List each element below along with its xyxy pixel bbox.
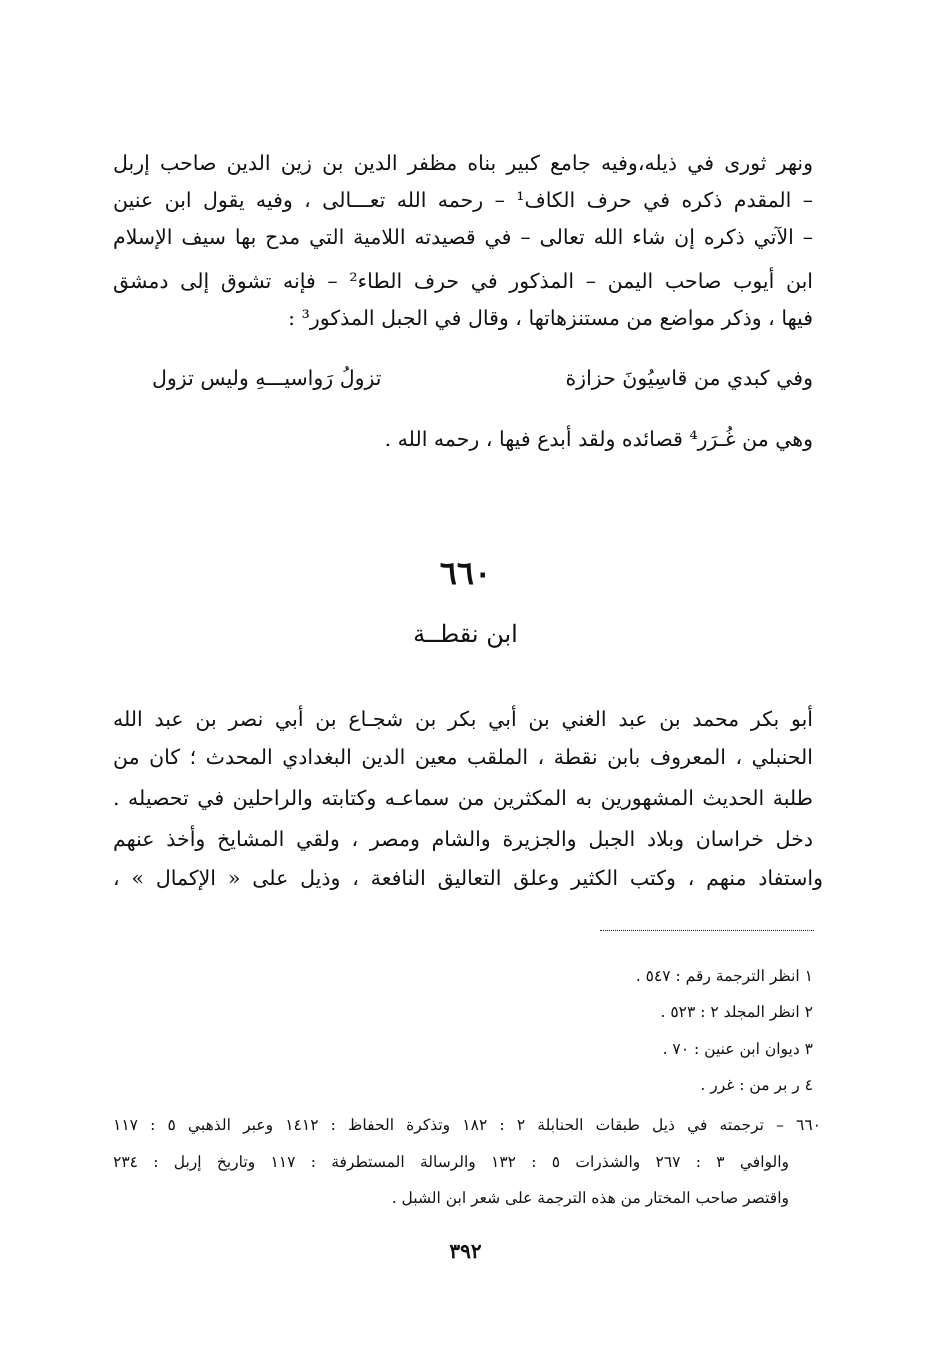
text-line: أبو بكر محمد بن عبد الغني بن أبي بكر بن شجـاع بن أبي نصر بن عبد الله xyxy=(113,707,813,731)
text-line: دخل خراسان وبلاد الجبل والجزيرة والشام ومصر ، ولقي المشايخ وأخذ عنهم xyxy=(113,827,813,851)
text-line: ونهر ثورى في ذيله،وفيه جامع كبير بناه مظفر الدين بن زين الدين صاحب إربل xyxy=(113,151,813,175)
entry-note-line: والوافي ٣ : ٢٦٧ والشذرات ٥ : ١٣٢ والرسالة المستطرفة : ١١٧ وتاريخ إربل : ٢٣٤ xyxy=(113,1153,789,1171)
text-line: – المقدم ذكره في حرف الكاف¹ – رحمه الله تعـــالى ، وفيه يقول ابن عنين xyxy=(113,188,813,212)
entry-title: ابن نقطــة xyxy=(413,620,518,648)
page-number: ٣٩٢ xyxy=(449,1239,482,1263)
text-line: طلبة الحديث المشهورين به المكثرين من سماعـه وكتابته والراحلين في تحصيله . xyxy=(113,786,813,810)
text-line: وهي من غُـرَر⁴ قصائده ولقد أبدع فيها ، رحمه الله . xyxy=(384,427,813,451)
footnote: ١ انظر الترجمة رقم : ٥٤٧ . xyxy=(635,967,813,985)
verse-first-hemistich: وفي كبدي من قاسِيُونَ حزازة xyxy=(565,366,813,390)
entry-note-line: ٦٦٠ – ترجمته في ذيل طبقات الحنابلة ٢ : ١٨٢ وتذكرة الحفاظ : ١٤١٢ وعبر الذهبي ٥ : ١١٧ xyxy=(113,1116,821,1134)
entry-note-line: واقتصر صاحب المختار من هذه الترجمة على شعر ابن الشبل . xyxy=(391,1189,789,1207)
text-line: ابن أيوب صاحب اليمن – المذكور في حرف الطاء² – فإنه تشوق إلى دمشق xyxy=(113,269,813,293)
footnote-separator xyxy=(600,930,814,931)
text-line: الحنبلي ، المعروف بابن نقطة ، الملقب معين الدين البغدادي المحدث ؛ كان من xyxy=(113,745,813,769)
text-line: – الآتي ذكره إن شاء الله تعالى – في قصيدته اللامية التي مدح بها سيف الإسلام xyxy=(113,225,813,249)
entry-number: ٦٦٠ xyxy=(439,554,492,592)
footnote: ٣ ديوان ابن عنين : ٧٠ . xyxy=(662,1040,813,1058)
text-line: فيها ، وذكر مواضع من مستنزهاتها ، وقال في الجبل المذكور³ : xyxy=(288,306,813,330)
verse-second-hemistich: تزولُ رَواسيـــهِ وليس تزول xyxy=(152,366,382,390)
footnote: ٢ انظر المجلد ٢ : ٥٢٣ . xyxy=(660,1003,813,1021)
footnote: ٤ ر بر من : غرر . xyxy=(700,1076,813,1094)
text-line: واستفاد منهم ، وكتب الكثير وعلق التعاليق النافعة ، وذيل على « الإكمال » ، xyxy=(113,866,823,890)
